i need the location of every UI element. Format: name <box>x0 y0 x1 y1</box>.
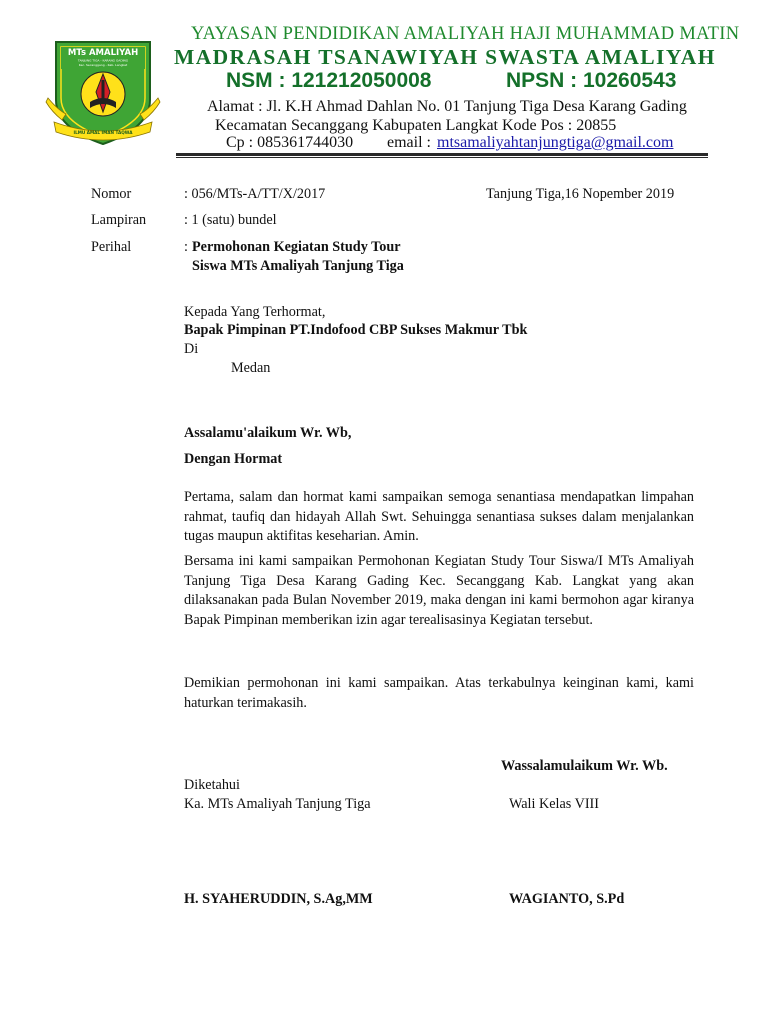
logo-subtitle-2: Kec. Secanggang - Kab. Langkat <box>78 63 128 67</box>
phone-number: Cp : 085361744030 <box>226 134 354 151</box>
perihal-label: Perihal <box>91 239 132 255</box>
address-line-2: Kecamatan Secanggang Kabupaten Langkat Kode Pos : 20855 <box>215 117 617 134</box>
perihal-line-2: Siswa MTs Amaliyah Tanjung Tiga <box>192 258 404 274</box>
nomor-label: Nomor <box>91 186 132 202</box>
left-signer-title: Ka. MTs Amaliyah Tanjung Tiga <box>184 796 371 812</box>
right-signer-name: WAGIANTO, S.Pd <box>509 891 625 907</box>
salam-opening: Assalamu'alaikum Wr. Wb, <box>184 425 352 441</box>
perihal-line-1: Permohonan Kegiatan Study Tour <box>192 239 401 255</box>
letterhead-divider <box>176 153 708 158</box>
lampiran-label: Lampiran <box>91 212 147 228</box>
letter-date: Tanjung Tiga,16 Nopember 2019 <box>486 186 675 202</box>
recipient-name: Bapak Pimpinan PT.Indofood CBP Sukses Makmur Tbk <box>184 322 528 338</box>
dengan-hormat: Dengan Hormat <box>184 451 283 467</box>
email-label: email : <box>387 134 431 151</box>
paragraph-1: Pertama, salam dan hormat kami sampaikan semoga senantiasa mendapatkan limpahan rahmat, taufiq dan hidayah Allah Swt. Sehuingga senantiasa sukses dalam menjalankan tugas maupun aktifitas keseharian. Amin. <box>184 489 694 544</box>
paragraph-2: Bersama ini kami sampaikan Permohonan Kegiatan Study Tour Siswa/I MTs Amaliyah Tanjung Tiga Desa Karang Gading Kec. Secanggang Kab. Langkat yang akan dilaksanakan pada Bulan November 2019, maka dengan ini kami bermohon agar kiranya Bapak Pimpinan memberikan izin agar terealisasinya Kegiatan tersebut. <box>184 553 694 628</box>
school-logo <box>44 36 162 148</box>
email-link[interactable]: mtsamaliyahtanjungtiga@gmail.com <box>437 134 674 151</box>
logo-ribbon: ILMU AMAL IMAN TAQWA <box>73 130 133 135</box>
paragraph-3: Demikian permohonan ini kami sampaikan. Atas terkabulnya keinginan kami, kami haturkan terimakasih. <box>184 675 694 711</box>
diketahui-label: Diketahui <box>184 777 240 793</box>
recipient-city: Medan <box>231 360 271 376</box>
foundation-name: YAYASAN PENDIDIKAN AMALIYAH HAJI MUHAMMAD MATIN <box>191 24 740 44</box>
recipient-di: Di <box>184 341 199 357</box>
npsn-number: NPSN : 10260543 <box>506 69 677 92</box>
lampiran-value: : 1 (satu) bundel <box>184 212 277 228</box>
perihal-colon: : <box>184 239 188 255</box>
recipient-greeting: Kepada Yang Terhormat, <box>184 304 326 320</box>
wassalam-closing: Wassalamulaikum Wr. Wb. <box>501 758 668 774</box>
logo-text: MTs AMALIYAH <box>67 48 139 58</box>
right-signer-title: Wali Kelas VIII <box>509 796 599 812</box>
address-line-1: Alamat : Jl. K.H Ahmad Dahlan No. 01 Tanjung Tiga Desa Karang Gading <box>207 98 687 115</box>
left-signer-name: H. SYAHERUDDIN, S.Ag,MM <box>184 891 373 907</box>
nsm-number: NSM : 121212050008 <box>226 69 432 92</box>
logo-subtitle-1: TANJUNG TIGA - KARANG GADING <box>77 58 129 63</box>
school-name: MADRASAH TSANAWIYAH SWASTA AMALIYAH <box>174 45 716 69</box>
nomor-value: : 056/MTs-A/TT/X/2017 <box>184 186 326 202</box>
